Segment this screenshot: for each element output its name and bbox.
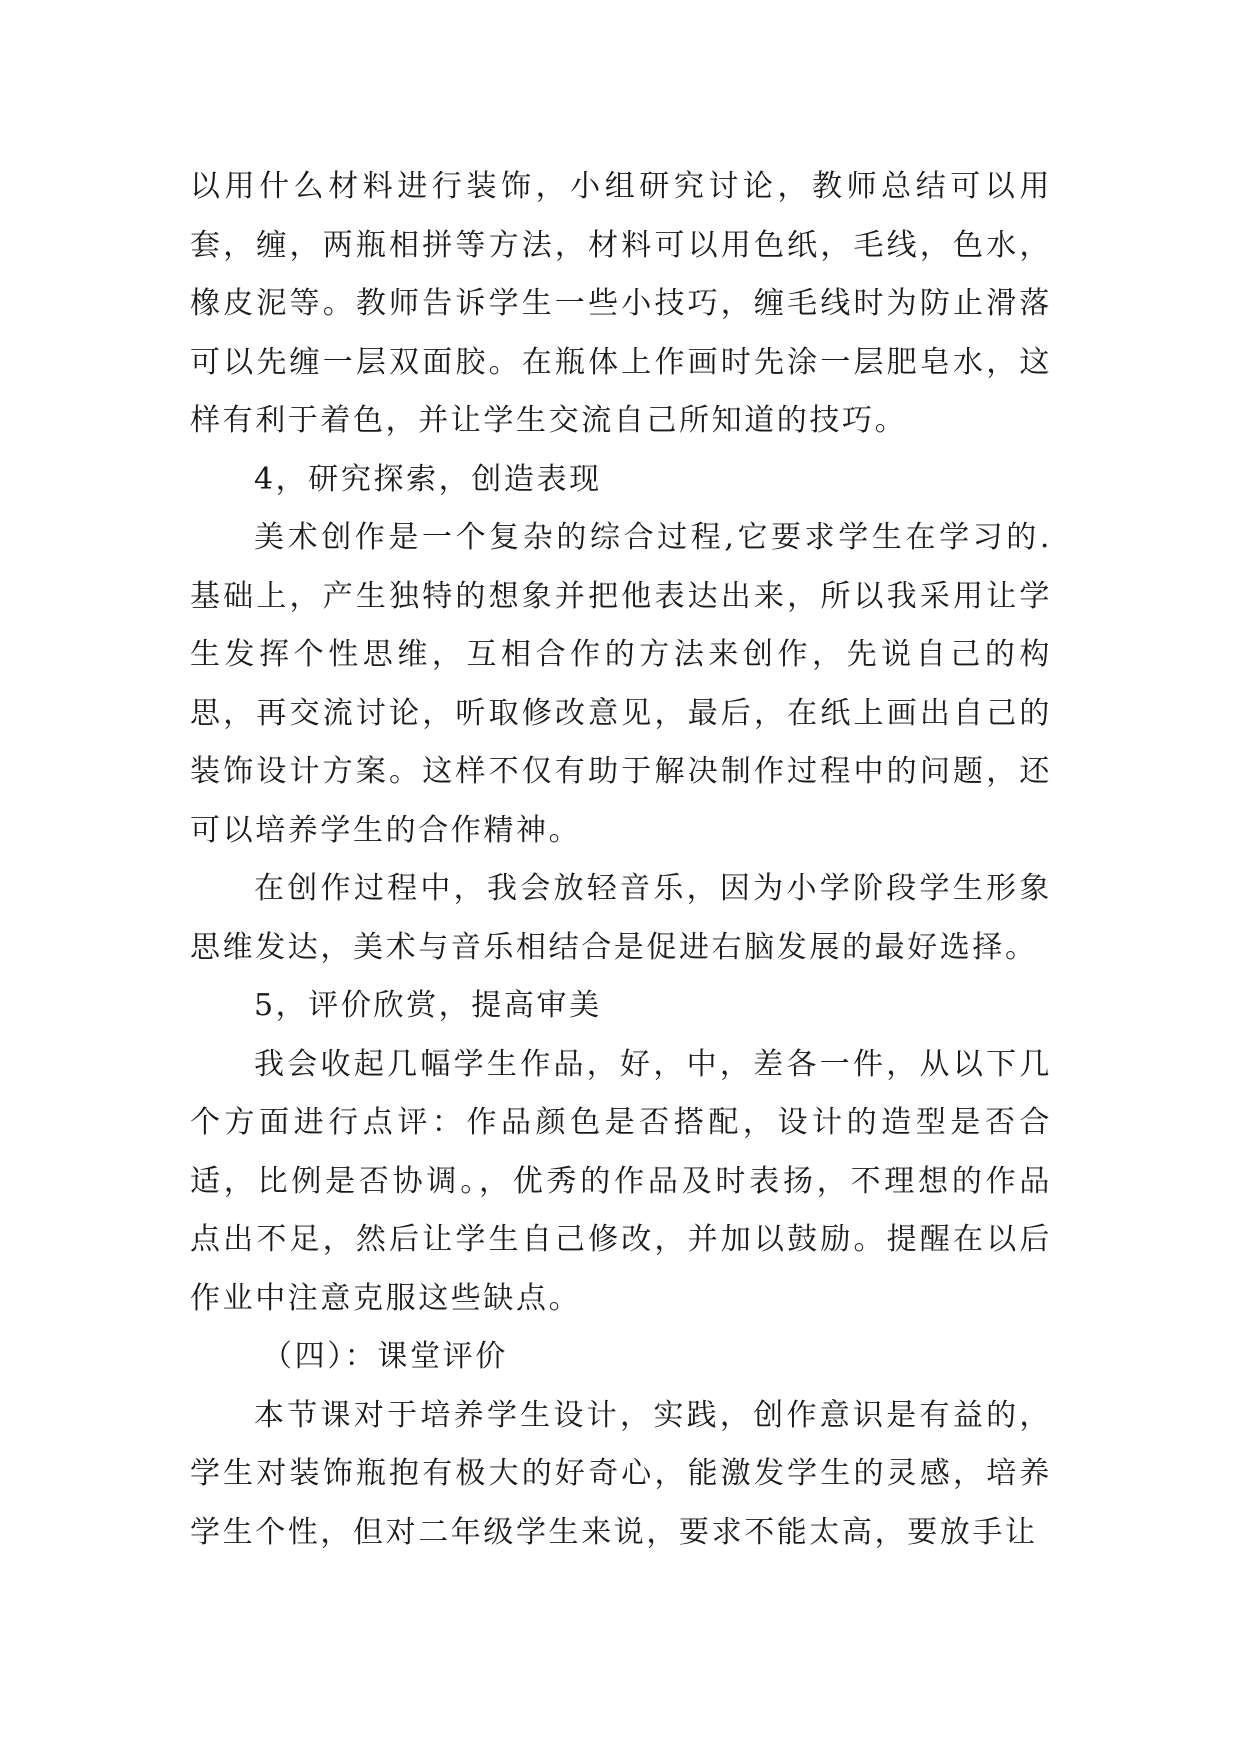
paragraph-critique: 我会收起几幅学生作品，好，中，差各一件，从以下几个方面进行点评：作品颜色是否搭配，设计的造型是否合适，比例是否协调。，优秀的作品及时表扬，不理想的作品点出不足，然后让学生自己修改，并加以鼓励。提醒在以后作业中注意克服这些缺点。 — [190, 1046, 1052, 1316]
section-heading-classroom-evaluation: （四）：课堂评价 — [262, 1339, 508, 1374]
paragraph-materials: 以用什么材料进行装饰，小组研究讨论，教师总结可以用套，缠，两瓶相拼等方法，材料可以用色纸，毛线，色水，橡皮泥等。教师告诉学生一些小技巧，缠毛线时为防止滑落可以先缠一层双面胶。在瓶体上作画时先涂一层肥皂水，这样有利于着色，并让学生交流自己所知道的技巧。 — [190, 169, 1052, 438]
paragraph-summary: 本节课对于培养学生设计，实践，创作意识是有益的，学生对装饰瓶抱有极大的好奇心，能激发学生的灵感，培养学生个性，但对二年级学生来说，要求不能太高，要放手让 — [190, 1397, 1052, 1550]
paragraph-music: 在创作过程中，我会放轻音乐，因为小学阶段学生形象思维发达，美术与音乐相结合是促进右脑发展的最好选择。 — [190, 871, 1052, 965]
section-heading-research: 4，研究探索，创造表现 — [254, 461, 602, 497]
section-heading-evaluation: 5，评价欣赏，提高审美 — [254, 988, 602, 1023]
document-body — [190, 158, 1052, 1562]
paragraph-art-creation: 美术创作是一个复杂的综合过程,它要求学生在学习的.基础上，产生独特的想象并把他表达出来，所以我采用让学生发挥个性思维，互相合作的方法来创作，先说自己的构思，再交流讨论，听取修改意见，最后，在纸上画出自己的装饰设计方案。这样不仅有助于解决制作过程中的问题，还可以培养学生的合作精神。 — [190, 520, 1052, 848]
